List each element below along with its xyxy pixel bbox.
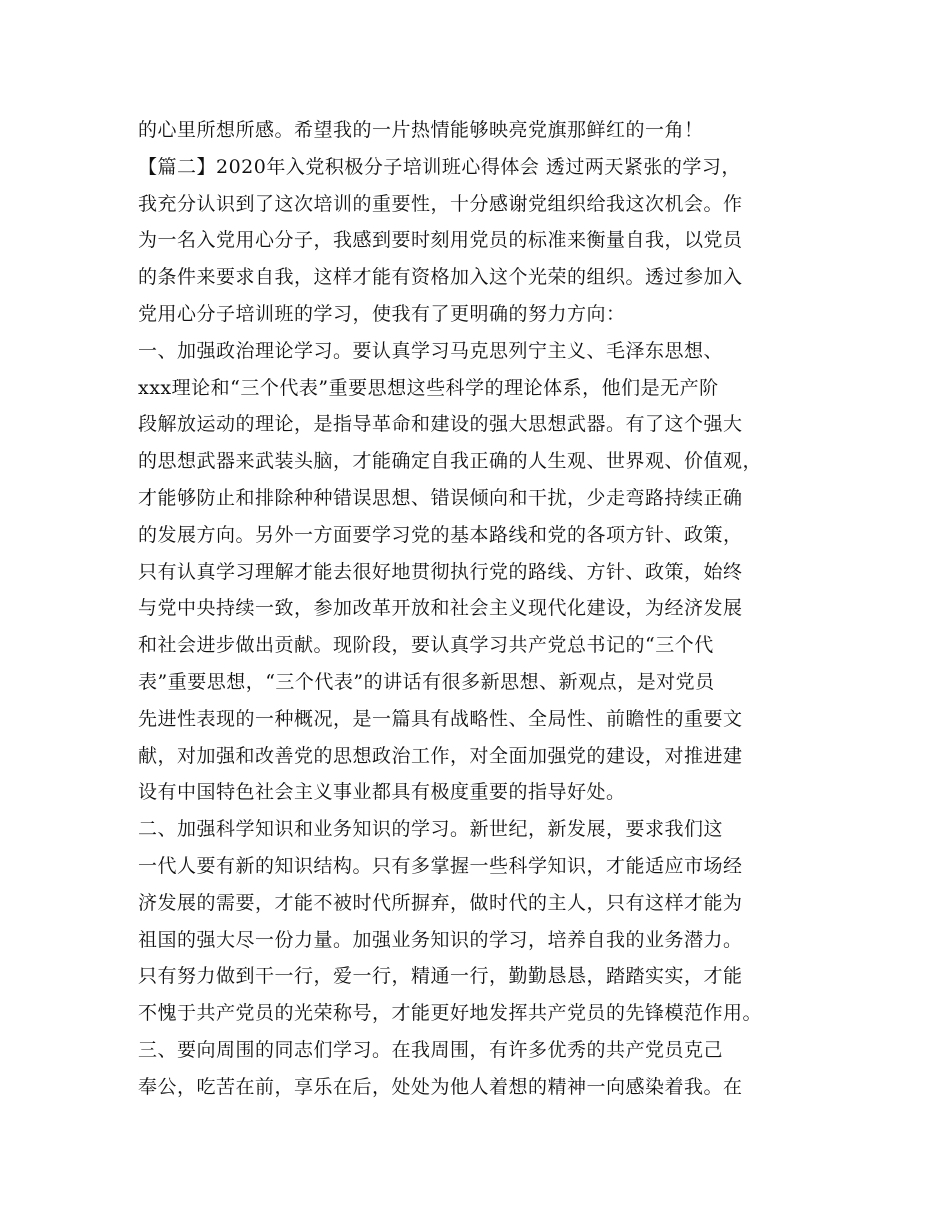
- text-line: 的心里所想所感。希望我的一片热情能够映亮党旗那鲜红的一角！: [138, 119, 704, 141]
- text-line: 只有努力做到干一行，爱一行，精通一行，勤勤恳恳，踏踏实实，才能: [138, 965, 743, 988]
- text-line: 设有中国特色社会主义事业都具有极度重要的指导好处。: [138, 781, 626, 804]
- text-line: 党用心分子培训班的学习，使我有了更明确的努力方向：: [138, 302, 626, 325]
- text-line: 与党中央持续一致，参加改革开放和社会主义现代化建设，为经济发展: [138, 597, 743, 620]
- text-line: 段解放运动的理论，是指导革命和建设的强大思想武器。有了这个强大: [138, 413, 743, 436]
- text-line: 济发展的需要，才能不被时代所摒弃，做时代的主人，只有这样才能为: [138, 891, 743, 914]
- text-line: 为一名入党用心分子，我感到要时刻用党员的标准来衡量自我，以党员: [138, 229, 743, 252]
- text-line: 的思想武器来武装头脑，才能确定自我正确的人生观、世界观、价值观，: [138, 450, 763, 473]
- text-line: 二、加强科学知识和业务知识的学习。新世纪，新发展，要求我们这: [138, 818, 724, 841]
- text-line: 一、加强政治理论学习。要认真学习马克思列宁主义、毛泽东思想、: [138, 339, 724, 362]
- text-line: 的条件来要求自我，这样才能有资格加入这个光荣的组织。透过参加入: [138, 266, 743, 289]
- text-line: 先进性表现的一种概况，是一篇具有战略性、全局性、前瞻性的重要文: [138, 707, 743, 730]
- text-line: 我充分认识到了这次培训的重要性，十分感谢党组织给我这次机会。作: [138, 192, 743, 215]
- text-line: 一代人要有新的知识结构。只有多掌握一些科学知识，才能适应市场经: [138, 854, 743, 877]
- text-line: 三、要向周围的同志们学习。在我周围，有许多优秀的共产党员克己: [138, 1038, 724, 1061]
- text-line: 【篇二】2020年入党积极分子培训班心得体会 透过两天紧张的学习，: [138, 155, 741, 178]
- text-line: 祖国的强大尽一份力量。加强业务知识的学习，培养自我的业务潜力。: [138, 928, 743, 951]
- text-line: xxx理论和“三个代表”重要思想这些科学的理论体系，他们是无产阶: [138, 376, 719, 399]
- text-line: 才能够防止和排除种种错误思想、错误倾向和干扰，少走弯路持续正确: [138, 486, 743, 509]
- document-body: [138, 112, 828, 1106]
- text-line: 献，对加强和改善党的思想政治工作，对全面加强党的建设，对推进建: [138, 744, 743, 767]
- text-line: 的发展方向。另外一方面要学习党的基本路线和党的各项方针、政策，: [138, 523, 743, 546]
- text-line: 表”重要思想，“三个代表”的讲话有很多新思想、新观点，是对党员: [138, 670, 715, 693]
- text-line: 不愧于共产党员的光荣称号，才能更好地发挥共产党员的先锋模范作用。: [138, 1002, 763, 1025]
- text-line: 和社会进步做出贡献。现阶段，要认真学习共产党总书记的“三个代: [138, 634, 714, 657]
- text-line: 奉公，吃苦在前，享乐在后，处处为他人着想的精神一向感染着我。在: [138, 1075, 743, 1098]
- text-line: 只有认真学习理解才能去很好地贯彻执行党的路线、方针、政策，始终: [138, 560, 743, 583]
